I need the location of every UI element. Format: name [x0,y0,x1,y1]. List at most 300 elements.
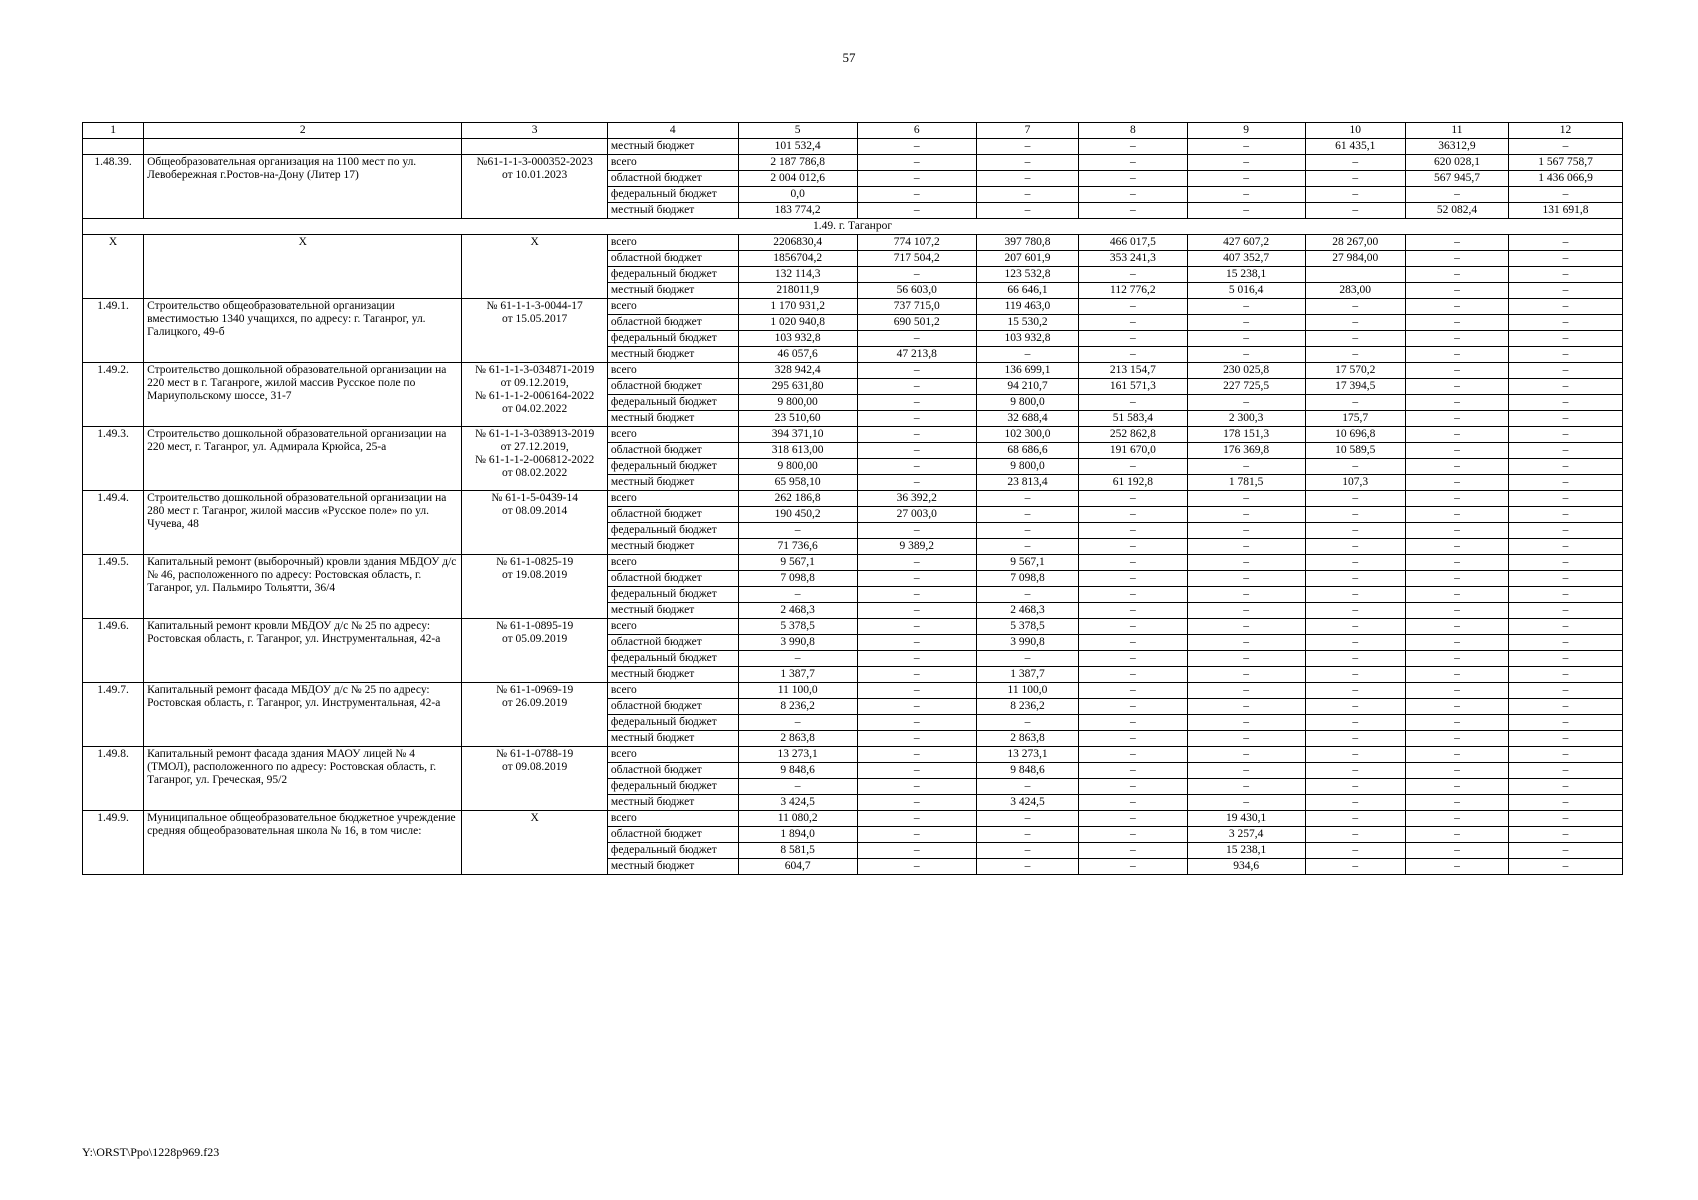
value-cell: – [1305,603,1405,619]
table-row [83,555,1623,571]
value-cell: – [1187,635,1305,651]
value-cell: – [976,587,1078,603]
value-cell: – [1079,795,1188,811]
value-cell: – [1187,299,1305,315]
value-cell: – [1079,619,1188,635]
value-cell: – [976,811,1078,827]
value-cell: – [1405,635,1508,651]
value-cell: – [1079,187,1188,203]
value-cell: – [1509,699,1623,715]
value-cell: – [738,715,857,731]
value-cell: 10 696,8 [1305,427,1405,443]
value-cell: 9 389,2 [857,539,976,555]
item-name: Строительство дошкольной образовательной организации на 220 мест, г. Таганрог, ул. Адмирала Крюйса, 25-а [144,427,462,491]
value-cell: – [1509,843,1623,859]
value-cell: – [857,523,976,539]
value-cell: – [1187,779,1305,795]
value-cell: – [1405,619,1508,635]
value-cell: – [1405,603,1508,619]
value-cell: – [1305,571,1405,587]
value-cell: – [1079,683,1188,699]
value-cell: – [1187,603,1305,619]
value-cell: – [1405,363,1508,379]
item-number [83,139,144,155]
value-cell: 5 016,4 [1187,283,1305,299]
value-cell: 604,7 [738,859,857,875]
value-cell: – [1305,635,1405,651]
value-cell: – [1079,203,1188,219]
funding-source: областной бюджет [607,171,738,187]
funding-source: областной бюджет [607,443,738,459]
value-cell: 213 154,7 [1079,363,1188,379]
value-cell: – [1187,763,1305,779]
item-number: 1.49.8. [83,747,144,811]
value-cell: – [1405,235,1508,251]
value-cell: – [857,779,976,795]
value-cell: – [1079,779,1188,795]
funding-source: местный бюджет [607,139,738,155]
value-cell: 9 800,00 [738,459,857,475]
value-cell: 119 463,0 [976,299,1078,315]
value-cell: – [1509,683,1623,699]
value-cell: – [1305,315,1405,331]
header-cell: 10 [1305,123,1405,139]
value-cell: – [857,795,976,811]
table-row [83,427,1623,443]
value-cell: – [1405,859,1508,875]
value-cell: – [1405,795,1508,811]
item-document: Х [462,811,607,875]
value-cell: – [1405,427,1508,443]
value-cell: – [1405,299,1508,315]
value-cell [1305,267,1405,283]
value-cell: – [1509,267,1623,283]
value-cell: 191 670,0 [1079,443,1188,459]
item-name [144,139,462,155]
value-cell: – [1079,859,1188,875]
value-cell: – [1509,443,1623,459]
funding-source: федеральный бюджет [607,715,738,731]
funding-source: областной бюджет [607,315,738,331]
value-cell: – [1405,331,1508,347]
value-cell: – [1079,331,1188,347]
header-cell: 6 [857,123,976,139]
value-cell: – [1079,827,1188,843]
value-cell: 2 863,8 [738,731,857,747]
value-cell: 190 450,2 [738,507,857,523]
item-document: № 61-1-1-3-034871-2019 от 09.12.2019, № 61-1-1-2-006164-2022 от 04.02.2022 [462,363,607,427]
value-cell: 94 210,7 [976,379,1078,395]
value-cell: – [1187,395,1305,411]
value-cell: – [857,379,976,395]
funding-source: всего [607,299,738,315]
value-cell: – [1305,779,1405,795]
item-number: 1.49.3. [83,427,144,491]
value-cell: – [1079,507,1188,523]
value-cell: – [1305,555,1405,571]
header-cell: 8 [1079,123,1188,139]
value-cell: 9 848,6 [976,763,1078,779]
value-cell: 1 387,7 [976,667,1078,683]
funding-source: областной бюджет [607,827,738,843]
value-cell: 1 170 931,2 [738,299,857,315]
value-cell: – [1079,747,1188,763]
value-cell: – [976,715,1078,731]
value-cell: – [1405,379,1508,395]
value-cell: 51 583,4 [1079,411,1188,427]
item-number: 1.49.7. [83,683,144,747]
table-row [83,683,1623,699]
funding-source: всего [607,363,738,379]
value-cell: 17 570,2 [1305,363,1405,379]
value-cell: – [857,571,976,587]
value-cell: – [1079,699,1188,715]
value-cell: – [857,155,976,171]
value-cell: 11 100,0 [738,683,857,699]
value-cell: – [857,747,976,763]
value-cell: – [1187,619,1305,635]
value-cell: 620 028,1 [1405,155,1508,171]
header-cell: 9 [1187,123,1305,139]
value-cell: – [1405,731,1508,747]
table-row [83,299,1623,315]
section-title: 1.49. г. Таганрог [83,219,1623,235]
table-row [83,619,1623,635]
item-number: 1.49.6. [83,619,144,683]
value-cell: – [1079,651,1188,667]
value-cell: 131 691,8 [1509,203,1623,219]
item-name: Строительство общеобразовательной организации вместимостью 1340 учащихся, по адресу: г. Таганрог, ул. Галицкого, 49-б [144,299,462,363]
value-cell: 8 236,2 [738,699,857,715]
value-cell: – [1187,347,1305,363]
table-row [83,811,1623,827]
value-cell: – [1187,155,1305,171]
funding-source: местный бюджет [607,283,738,299]
value-cell: – [1079,459,1188,475]
value-cell: 66 646,1 [976,283,1078,299]
value-cell: – [1405,747,1508,763]
value-cell: – [1405,315,1508,331]
value-cell: – [1509,715,1623,731]
value-cell: – [1305,795,1405,811]
value-cell: 107,3 [1305,475,1405,491]
value-cell: – [1405,651,1508,667]
value-cell: – [1187,667,1305,683]
value-cell: 68 686,6 [976,443,1078,459]
funding-source: местный бюджет [607,475,738,491]
item-number: 1.49.4. [83,491,144,555]
item-name: Х [144,235,462,299]
value-cell: – [1079,523,1188,539]
value-cell: 23 813,4 [976,475,1078,491]
value-cell: – [1079,763,1188,779]
funding-source: федеральный бюджет [607,651,738,667]
value-cell: – [1405,699,1508,715]
item-name: Муниципальное общеобразовательное бюджетное учреждение средняя общеобразовательная школа № 16, в том числе: [144,811,462,875]
value-cell: – [976,651,1078,667]
value-cell: – [1079,299,1188,315]
value-cell: 27 984,00 [1305,251,1405,267]
value-cell: – [1305,683,1405,699]
value-cell: – [1079,571,1188,587]
value-cell: 36 392,2 [857,491,976,507]
value-cell: 230 025,8 [1187,363,1305,379]
value-cell: 2 468,3 [738,603,857,619]
value-cell: – [1187,651,1305,667]
value-cell: 9 567,1 [738,555,857,571]
value-cell: – [1079,315,1188,331]
value-cell: – [1509,395,1623,411]
value-cell: 2206830,4 [738,235,857,251]
value-cell: – [857,731,976,747]
value-cell: – [1187,459,1305,475]
funding-source: всего [607,427,738,443]
value-cell: – [1187,331,1305,347]
value-cell: 9 800,0 [976,459,1078,475]
value-cell: – [1509,363,1623,379]
funding-source: всего [607,235,738,251]
value-cell: 318 613,00 [738,443,857,459]
item-document: № 61-1-0969-19 от 26.09.2019 [462,683,607,747]
value-cell: 3 424,5 [976,795,1078,811]
value-cell: 61 192,8 [1079,475,1188,491]
value-cell: – [1187,139,1305,155]
funding-source: местный бюджет [607,795,738,811]
value-cell: – [976,539,1078,555]
value-cell: – [1509,827,1623,843]
header-cell: 11 [1405,123,1508,139]
value-cell: – [976,155,1078,171]
value-cell: – [857,411,976,427]
value-cell: – [1187,491,1305,507]
funding-source: местный бюджет [607,859,738,875]
value-cell: 132 114,3 [738,267,857,283]
value-cell: – [1405,683,1508,699]
value-cell: – [1305,811,1405,827]
value-cell: – [857,635,976,651]
value-cell: 3 424,5 [738,795,857,811]
value-cell: – [857,267,976,283]
value-cell: – [1079,635,1188,651]
value-cell: 5 378,5 [976,619,1078,635]
value-cell: – [857,699,976,715]
value-cell: 23 510,60 [738,411,857,427]
value-cell: 0,0 [738,187,857,203]
value-cell: – [1509,555,1623,571]
value-cell: 136 699,1 [976,363,1078,379]
value-cell: – [1509,859,1623,875]
value-cell: 102 300,0 [976,427,1078,443]
value-cell: – [1187,715,1305,731]
value-cell: – [1187,315,1305,331]
funding-source: всего [607,811,738,827]
value-cell: – [1187,731,1305,747]
value-cell: – [857,427,976,443]
value-cell: 103 932,8 [976,331,1078,347]
item-number: 1.49.2. [83,363,144,427]
value-cell: 52 082,4 [1405,203,1508,219]
value-cell: 47 213,8 [857,347,976,363]
value-cell: 3 990,8 [976,635,1078,651]
value-cell: 32 688,4 [976,411,1078,427]
value-cell: – [1305,299,1405,315]
value-cell: 207 601,9 [976,251,1078,267]
funding-source: всего [607,619,738,635]
item-name: Общеобразовательная организация на 1100 мест по ул. Левобережная г.Ростов-на-Дону (Литер 17) [144,155,462,219]
value-cell: 774 107,2 [857,235,976,251]
item-number: 1.49.9. [83,811,144,875]
value-cell: 466 017,5 [1079,235,1188,251]
value-cell: – [1187,571,1305,587]
funding-source: федеральный бюджет [607,187,738,203]
item-document: № 61-1-0788-19 от 09.08.2019 [462,747,607,811]
value-cell: – [1509,635,1623,651]
item-document: Х [462,235,607,299]
value-cell: – [857,763,976,779]
value-cell: 1 894,0 [738,827,857,843]
value-cell: – [1305,187,1405,203]
funding-source: федеральный бюджет [607,459,738,475]
value-cell: – [1509,347,1623,363]
value-cell: – [1079,267,1188,283]
table-body [83,139,1623,875]
value-cell: – [1405,411,1508,427]
value-cell: – [857,843,976,859]
value-cell: 161 571,3 [1079,379,1188,395]
value-cell: – [1079,603,1188,619]
value-cell: – [1405,763,1508,779]
value-cell: – [857,555,976,571]
value-cell: – [738,779,857,795]
funding-source: областной бюджет [607,635,738,651]
value-cell: – [1509,747,1623,763]
value-cell: – [1187,747,1305,763]
value-cell: 218011,9 [738,283,857,299]
value-cell: – [1405,507,1508,523]
funding-source: областной бюджет [607,699,738,715]
value-cell: 11 080,2 [738,811,857,827]
value-cell: 36312,9 [1405,139,1508,155]
funding-source: местный бюджет [607,603,738,619]
funding-source: федеральный бюджет [607,523,738,539]
value-cell: – [1509,651,1623,667]
funding-source: областной бюджет [607,507,738,523]
item-name: Строительство дошкольной образовательной организации на 220 мест в г. Таганроге, жилой массив Русское поле по Мариупольскому шоссе, 31-7 [144,363,462,427]
table-row [83,363,1623,379]
value-cell: – [1509,139,1623,155]
value-cell: 328 942,4 [738,363,857,379]
value-cell: – [1305,507,1405,523]
value-cell: 1 436 066,9 [1509,171,1623,187]
value-cell: – [1079,667,1188,683]
value-cell: – [857,651,976,667]
funding-source: областной бюджет [607,571,738,587]
value-cell: – [857,683,976,699]
funding-source: областной бюджет [607,763,738,779]
header-cell: 3 [462,123,607,139]
value-cell: – [1405,523,1508,539]
value-cell: 427 607,2 [1187,235,1305,251]
funding-source: федеральный бюджет [607,779,738,795]
value-cell: 28 267,00 [1305,235,1405,251]
value-cell: – [976,779,1078,795]
value-cell: 65 958,10 [738,475,857,491]
item-name: Капитальный ремонт фасада здания МАОУ лицей № 4 (ТМОЛ), расположенного по адресу: Ростовская область, г. Таганрог, ул. Греческая, 95/2 [144,747,462,811]
value-cell: – [1405,667,1508,683]
value-cell: – [1305,523,1405,539]
value-cell: – [1187,171,1305,187]
value-cell: – [1405,715,1508,731]
value-cell: – [1509,779,1623,795]
value-cell: – [857,619,976,635]
table-row [83,747,1623,763]
value-cell: 1 781,5 [1187,475,1305,491]
value-cell: 61 435,1 [1305,139,1405,155]
value-cell: 1 567 758,7 [1509,155,1623,171]
value-cell: 567 945,7 [1405,171,1508,187]
value-cell: – [1305,699,1405,715]
value-cell: – [1187,507,1305,523]
value-cell: – [1305,859,1405,875]
value-cell: 15 238,1 [1187,843,1305,859]
value-cell: – [1305,203,1405,219]
item-number: 1.49.5. [83,555,144,619]
value-cell: – [1509,763,1623,779]
value-cell: 8 236,2 [976,699,1078,715]
value-cell: – [857,475,976,491]
value-cell: – [1079,395,1188,411]
value-cell: – [1305,459,1405,475]
value-cell: 56 603,0 [857,283,976,299]
value-cell: – [738,523,857,539]
value-cell: – [1509,619,1623,635]
value-cell: – [1305,843,1405,859]
value-cell: – [1509,379,1623,395]
value-cell: – [1405,459,1508,475]
value-cell: 7 098,8 [738,571,857,587]
value-cell: – [1305,747,1405,763]
value-cell: – [1509,475,1623,491]
value-cell: 9 800,00 [738,395,857,411]
funding-source: местный бюджет [607,411,738,427]
item-number: 1.48.39. [83,155,144,219]
value-cell: 295 631,80 [738,379,857,395]
funding-source: федеральный бюджет [607,331,738,347]
value-cell: – [857,715,976,731]
value-cell: – [1305,347,1405,363]
funding-source: всего [607,555,738,571]
value-cell: – [1509,539,1623,555]
funding-source: всего [607,747,738,763]
value-cell: – [1187,523,1305,539]
value-cell: – [1509,587,1623,603]
value-cell: – [1405,443,1508,459]
item-document: № 61-1-5-0439-14 от 08.09.2014 [462,491,607,555]
value-cell: 1856704,2 [738,251,857,267]
item-document [462,139,607,155]
value-cell: – [976,203,1078,219]
value-cell: – [1305,171,1405,187]
value-cell: – [1405,843,1508,859]
budget-table [82,122,1623,875]
item-document: №61-1-1-3-000352-2023 от 10.01.2023 [462,155,607,219]
value-cell: 103 932,8 [738,331,857,347]
value-cell: 15 238,1 [1187,267,1305,283]
value-cell: – [1079,731,1188,747]
header-cell: 12 [1509,123,1623,139]
value-cell: – [976,347,1078,363]
value-cell: – [857,859,976,875]
